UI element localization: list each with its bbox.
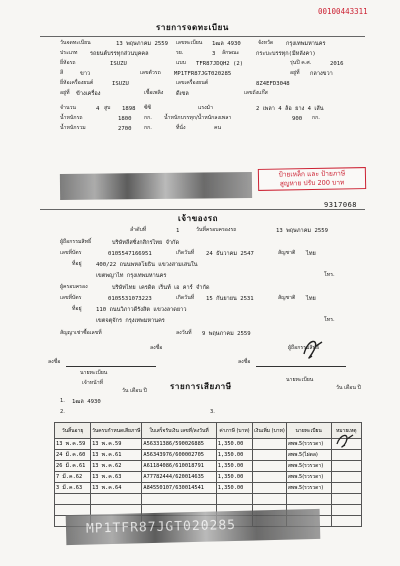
engine-no-label: เลขเครื่องยนต์: [176, 80, 209, 86]
occ-addr-line1: 110 ถนนวิภาวดีรังสิต แขวงลาดยาว: [96, 307, 187, 313]
model-value: TFR87JDQH2 (2): [196, 61, 244, 67]
model-label: แบบ: [176, 60, 186, 66]
occ-id-label: เลขที่บัตร: [60, 295, 82, 301]
occ-id-value: 0105531073223: [108, 296, 152, 302]
cylinders-unit: สูบ: [104, 105, 111, 111]
occ-nat-label: สัญชาติ: [278, 295, 296, 301]
occ-birth-label: เกิดวันที่: [176, 295, 195, 301]
cylinders-value: 4: [96, 106, 100, 112]
occupant-label: ผู้ครอบครอง: [60, 284, 88, 290]
registrar-caption-right: นายทะเบียน: [286, 377, 314, 383]
holder-label: ผู้ถือกรรมสิทธิ์: [60, 239, 92, 245]
holder-phone-label: โทร.: [324, 272, 335, 278]
signature-line-right: [256, 366, 346, 367]
header-receipt: ใบเสร็จรับเงิน เลขที่/ลงวันที่: [142, 423, 216, 439]
lost-plate-stamp: [258, 167, 366, 191]
fuel-label: เชื้อเพลิง: [144, 90, 164, 96]
cell-due: 13 พ.ค.64: [91, 483, 142, 494]
section-divider: [40, 209, 365, 210]
holder-id-label: เลขที่บัตร: [60, 250, 82, 256]
color-value: ขาว: [80, 71, 91, 77]
weight-value: 1800: [118, 116, 132, 122]
registration-title: รายการจดทะเบียน: [156, 23, 229, 32]
rs-label: รย.: [176, 50, 184, 56]
holder-addr-label: ที่อยู่: [72, 261, 82, 267]
header-remark: หมายเหตุ: [331, 423, 361, 439]
fuel-value: ดีเซล: [176, 91, 189, 97]
tax-table-header-row: [55, 423, 362, 439]
cell-registrar: สพพ.5(รวรวดา): [286, 472, 331, 483]
holder-addr-line1: 400/22 ถนนพหลโยธิน แขวงสามเสนใน: [96, 262, 198, 268]
header-tax: ค่าภาษี (บาท): [216, 423, 252, 439]
occupant-value: บริษัทไทย เครดิต เร็นท์ เอ คาร์ จำกัด: [112, 285, 210, 291]
stamp-number: 9317068: [324, 201, 358, 209]
cell-due: 13 พ.ค.62: [91, 461, 142, 472]
cell-surcharge: [253, 461, 287, 472]
seq-label: ลำดับที่: [130, 227, 147, 233]
seal-caption: เจ้าหน้าที่: [82, 380, 104, 386]
province-label: จังหวัด: [258, 40, 274, 46]
character-value: กระบะบรรทุก(มีหลังคา): [256, 51, 316, 57]
occ-phone-label: โทร.: [324, 317, 335, 323]
cell-tax: 1,350.00: [216, 472, 252, 483]
holder-nat-value: ไทย: [306, 251, 316, 257]
cell-expiry: 13 พ.ค.59: [55, 439, 91, 450]
date-caption-right: วัน เดือน ปี: [336, 385, 361, 391]
reg-date-value: 13 พฤษภาคม 2559: [116, 41, 168, 47]
seq-value: 1: [176, 228, 180, 234]
horsepower-label: แรงม้า: [198, 105, 213, 111]
bottom-vin-rubbing-strip: [66, 509, 321, 545]
cell-receipt: A61184086/610018791: [142, 461, 216, 472]
cell-expiry: 26 มี.ค.61: [55, 461, 91, 472]
engine-loc-value: ข้างเครื่อง: [76, 91, 101, 97]
cell-registrar: สพพ.5(รวรวดา): [286, 439, 331, 450]
model-year-value: 2016: [330, 61, 344, 67]
character-label: ลักษณะ: [222, 50, 240, 56]
cell-surcharge: [253, 483, 287, 494]
occ-birth-value: 15 กันยายน 2531: [206, 296, 254, 302]
holder-birth-value: 24 ธันวาคม 2547: [206, 251, 254, 257]
holder-addr-line2: เขตพญาไท กรุงเทพมหานคร: [96, 273, 167, 279]
cell-registrar: สพพ.5(รวรวดา): [286, 483, 331, 494]
cc-value: 1898: [122, 106, 136, 112]
holder-nat-label: สัญชาติ: [278, 250, 296, 256]
location-label: อยู่ที่: [290, 70, 300, 76]
contract-label: สัญญาเช่าซื้อเลขที่: [60, 330, 102, 336]
holder-value: บริษัทลีสซิ่งกสิกรไทย จำกัด: [112, 240, 180, 246]
signature-scribble-icon: [300, 336, 324, 362]
cell-receipt: A77782444/620014635: [142, 472, 216, 483]
reg-date-label: วันจดทะเบียน: [60, 40, 91, 46]
axle-value: 2 เพลา 4 ล้อ ยาง 4 เส้น: [256, 106, 324, 112]
gross-value: 2700: [118, 126, 132, 132]
cell-tax: 1,350.00: [216, 461, 252, 472]
brand-label: ยี่ห้อรถ: [60, 60, 76, 66]
header-surcharge: เงินเพิ่ม (บาท): [253, 423, 287, 439]
table-row: [55, 461, 362, 472]
holder-id-value: 0105547166951: [108, 251, 152, 257]
cell-due: 13 พ.ค.63: [91, 472, 142, 483]
weight-label: น้ำหนักรถ: [60, 115, 83, 121]
vin-value: MP1TFR87JGT020285: [174, 71, 232, 77]
occ-addr-label: ที่อยู่: [72, 306, 82, 312]
engine-brand-value: ISUZU: [112, 81, 129, 87]
plate-value: 1ฒล 4930: [212, 41, 241, 47]
contract-date-label: ลงวันที่: [176, 330, 192, 336]
table-row: [55, 483, 362, 494]
province-value: กรุงเทพมหานคร: [286, 41, 326, 47]
cell-remark: [331, 472, 361, 483]
cell-registrar: สพพ.5(ไผ่ดล): [286, 450, 331, 461]
table-row: [55, 439, 362, 450]
type-value: รถยนต์บรรทุกส่วนบุคคล: [90, 51, 149, 57]
contract-date-value: 9 พฤษภาคม 2559: [202, 331, 251, 337]
cell-surcharge: [253, 472, 287, 483]
type-label: ประเภท: [60, 50, 78, 56]
table-row: [55, 450, 362, 461]
signature-line-left: [66, 366, 156, 367]
date-caption-left: วัน เดือน ปี: [122, 388, 147, 394]
seats-unit: คน: [214, 125, 222, 131]
table-row-empty: [55, 494, 362, 505]
tax-row3-label: 3.: [210, 409, 215, 415]
cell-due: 13 พ.ค.59: [91, 439, 142, 450]
vin-rubbing-strip: [60, 172, 252, 200]
table-row: [55, 472, 362, 483]
remark-scribble-icon: [334, 430, 356, 452]
document-number: 00100443311: [318, 7, 368, 16]
holder-sign-label: ผู้ถือกรรมสิทธิ์: [288, 345, 320, 351]
cell-tax: 1,350.00: [216, 439, 252, 450]
load-label: น้ำหนักบรรทุก/น้ำหนักลงเพลา: [164, 115, 232, 121]
vin-label: เลขตัวรถ: [140, 70, 161, 76]
engine-brand-label: ยี่ห้อเครื่องยนต์: [60, 80, 94, 86]
header-registrar: นายทะเบียน: [286, 423, 331, 439]
cell-tax: 1,350.00: [216, 450, 252, 461]
cell-due: 13 พ.ค.61: [91, 450, 142, 461]
cell-tax: 1,350.00: [216, 483, 252, 494]
tax-row1-label: 1.: [60, 398, 65, 404]
tax-section-title: รายการเสียภาษี: [170, 382, 232, 391]
cell-expiry: 7 มี.ค.62: [55, 472, 91, 483]
cell-receipt: A56343976/600002705: [142, 450, 216, 461]
possess-date-value: 13 พฤษภาคม 2559: [276, 228, 328, 234]
plate-label: เลขทะเบียน: [176, 40, 203, 46]
cell-receipt: A56331386/590026885: [142, 439, 216, 450]
occ-nat-value: ไทย: [306, 296, 316, 302]
occ-addr-line2: เขตจตุจักร กรุงเทพมหานคร: [96, 318, 165, 324]
rs-value: 3: [212, 51, 216, 57]
registrar-caption: นายทะเบียน: [80, 370, 108, 376]
cell-expiry: 3 มี.ค.63: [55, 483, 91, 494]
cell-receipt: A84550107/630014541: [142, 483, 216, 494]
load-unit: กก.: [312, 115, 320, 121]
possess-date-label: วันที่ครอบครองรถ: [196, 227, 237, 233]
load-value: 900: [292, 116, 303, 122]
owner-section-title: เจ้าของรถ: [178, 214, 219, 223]
location-value: กลางขวา: [310, 71, 333, 77]
stamp-line-2: สูญหาย ปรับ 200 บาท: [279, 178, 345, 188]
sign-label-right: ลงชื่อ: [238, 359, 251, 365]
holder-birth-label: เกิดวันที่: [176, 250, 195, 256]
cell-surcharge: [253, 450, 287, 461]
header-due: วันครบกำหนดเสียภาษี: [91, 423, 142, 439]
cylinders-label: จำนวน: [60, 105, 76, 111]
cell-remark: [331, 483, 361, 494]
title-divider: [40, 36, 365, 37]
cell-remark: [331, 461, 361, 472]
engine-loc-label: อยู่ที่: [60, 90, 70, 96]
color-label: สี: [60, 70, 64, 76]
tank-label: เลขถังแก๊ส: [244, 90, 268, 96]
cell-expiry: 24 มี.ค.60: [55, 450, 91, 461]
header-expiry: วันสิ้นอายุ: [55, 423, 91, 439]
model-year-label: รุ่นปี ค.ศ.: [290, 60, 312, 66]
sign-label-left: ลงชื่อ: [48, 359, 61, 365]
stamp-line-1: ป้ายเหล็ก และ ป้ายภาษี: [278, 169, 346, 179]
brand-value: ISUZU: [110, 61, 127, 67]
cell-registrar: สพพ.5(รวรวดา): [286, 461, 331, 472]
cc-unit: ซีซี: [144, 105, 152, 111]
bottom-strip-text: MP1TFR87JGT020285: [85, 517, 237, 537]
tax-plate-value: 1ฒล 4930: [72, 399, 101, 405]
weight-unit: กก.: [144, 115, 152, 121]
gross-label: น้ำหนักรวม: [60, 125, 86, 131]
gross-unit: กก.: [144, 125, 152, 131]
engine-no-value: 8Z4EFD3048: [256, 81, 290, 87]
tax-row2-label: 2.: [60, 409, 65, 415]
cell-surcharge: [253, 439, 287, 450]
seats-label: ที่นั่ง: [176, 125, 186, 131]
registrar-sign-label: ลงชื่อ: [150, 345, 163, 351]
